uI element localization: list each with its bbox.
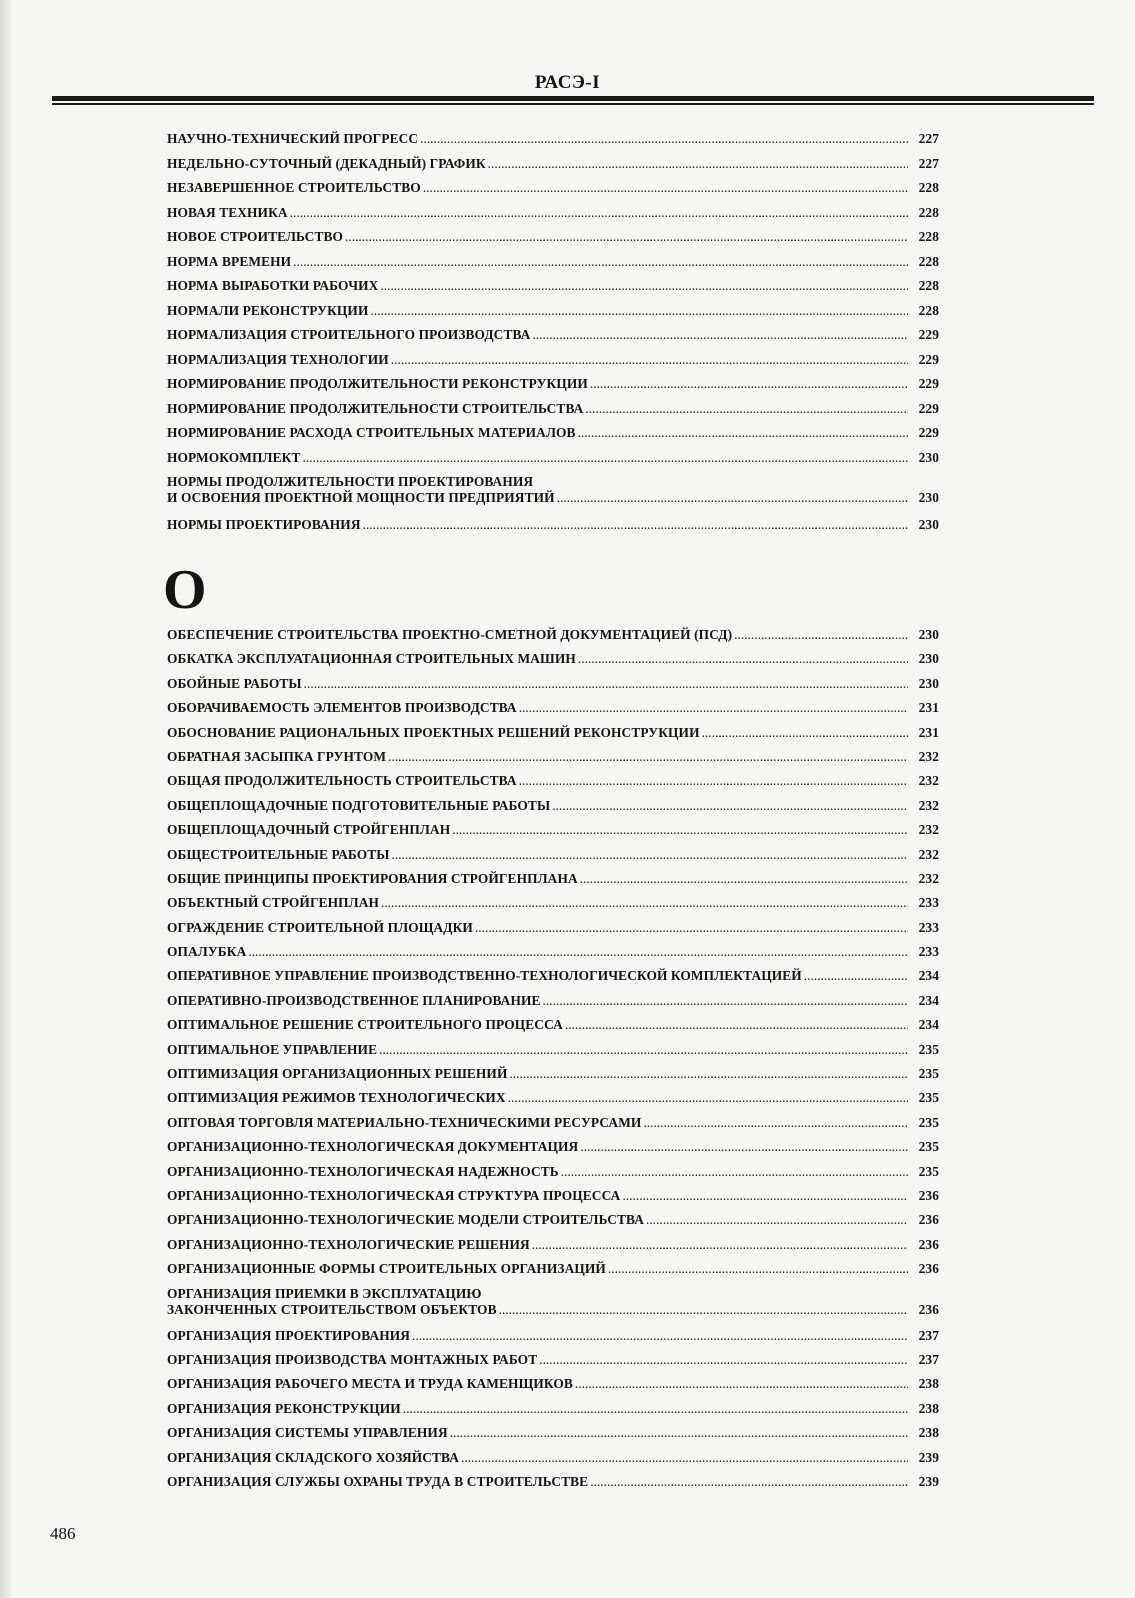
toc-entry — [167, 822, 939, 846]
toc-entry-title: ОПТИМАЛЬНОЕ РЕШЕНИЕ СТРОИТЕЛЬНОГО ПРОЦЕССА — [167, 1017, 563, 1033]
toc-entry — [167, 278, 939, 303]
toc-entry-line — [167, 1237, 939, 1253]
page-number: 486 — [50, 1524, 76, 1543]
toc-page-number: 236 — [918, 1261, 939, 1277]
toc-entry-title: НЕДЕЛЬНО-СУТОЧНЫЙ (ДЕКАДНЫЙ) ГРАФИК — [167, 155, 486, 171]
toc-entry-line — [167, 401, 939, 417]
toc-entry — [167, 1164, 939, 1188]
toc-entry-title: ОПТИМИЗАЦИЯ ОРГАНИЗАЦИОННЫХ РЕШЕНИЙ — [167, 1066, 508, 1082]
toc-entry-line — [167, 1139, 939, 1155]
toc-entry — [167, 1042, 939, 1066]
toc-leader-dots — [557, 490, 908, 506]
toc-leader-dots — [552, 798, 908, 814]
running-header: РАСЭ-I — [534, 72, 601, 93]
toc-leader-dots — [345, 229, 908, 245]
toc-entry-line — [167, 327, 939, 343]
toc-leader-dots — [578, 425, 908, 441]
toc-entry-line — [167, 1164, 939, 1180]
toc-entry-line — [167, 1401, 939, 1417]
toc-entry — [167, 450, 939, 475]
toc-entry-line — [167, 474, 939, 490]
toc-entry-title: ОРГАНИЗАЦИОННО-ТЕХНОЛОГИЧЕСКАЯ СТРУКТУРА ПРОЦЕССА — [167, 1187, 621, 1203]
toc-page-number: 239 — [918, 1449, 939, 1465]
toc-entry-line — [167, 920, 939, 936]
toc-leader-dots — [248, 944, 908, 960]
toc-page-number: 229 — [918, 327, 939, 342]
toc-page-number: 227 — [918, 131, 939, 146]
toc-entry — [167, 920, 939, 944]
toc-page-number: 230 — [918, 675, 939, 691]
toc-entry — [167, 1425, 939, 1449]
toc-page-number: 235 — [918, 1163, 939, 1179]
toc-entry-title: ОБОРАЧИВАЕМОСТЬ ЭЛЕМЕНТОВ ПРОИЗВОДСТВА — [167, 700, 517, 716]
toc-entry-title: НЕЗАВЕРШЕННОЕ СТРОИТЕЛЬСТВО — [167, 180, 421, 195]
toc-leader-dots — [391, 352, 908, 368]
toc-page-number: 232 — [918, 797, 939, 813]
toc-page-number: 230 — [918, 449, 939, 465]
toc-entry-line — [167, 1425, 939, 1441]
toc-entry-line — [167, 968, 939, 984]
toc-entry-title: НОРМЫ ПРОДОЛЖИТЕЛЬНОСТИ ПРОЕКТИРОВАНИЯ — [167, 474, 534, 489]
toc-page-number: 232 — [918, 870, 939, 886]
toc-leader-dots — [509, 1066, 908, 1082]
toc-entry-line — [167, 627, 939, 643]
toc-leader-dots — [370, 303, 908, 319]
toc-entry — [167, 627, 939, 651]
toc-entry-line — [167, 229, 939, 245]
toc-entry-line — [167, 180, 939, 196]
toc-entry — [167, 229, 939, 254]
toc-entry-line — [167, 425, 939, 441]
toc-entry-title: ОРГАНИЗАЦИЯ РЕКОНСТРУКЦИИ — [167, 1400, 401, 1416]
toc-entry-title: НОВАЯ ТЕХНИКА — [167, 204, 288, 220]
toc-leader-dots — [532, 1237, 908, 1253]
toc-entry-line — [167, 490, 939, 506]
toc-page-number: 234 — [918, 1017, 939, 1033]
toc-entry-title: НОРМИРОВАНИЕ ПРОДОЛЖИТЕЛЬНОСТИ РЕКОНСТРУКЦИИ — [167, 376, 588, 391]
toc-leader-dots — [643, 1115, 908, 1131]
toc-leader-dots — [304, 676, 908, 692]
toc-page-number: 229 — [918, 400, 939, 416]
toc-entry-line — [167, 700, 939, 716]
toc-leader-dots — [590, 1474, 908, 1490]
toc-page-number: 238 — [918, 1376, 939, 1392]
toc-page-number: 227 — [918, 155, 939, 171]
toc-entry — [167, 1188, 939, 1212]
toc-leader-dots — [450, 1425, 908, 1441]
toc-page-number: 234 — [918, 992, 939, 1008]
toc-entry-line — [167, 749, 939, 765]
toc-page-number: 236 — [918, 1236, 939, 1252]
toc-entry-line — [167, 847, 939, 863]
toc-entry-title: ОБЩИЕ ПРИНЦИПЫ ПРОЕКТИРОВАНИЯ СТРОЙГЕНПЛАНА — [167, 870, 578, 886]
toc-page-number: 230 — [918, 490, 939, 505]
toc-entry — [167, 895, 939, 919]
toc-page-number: 228 — [918, 278, 939, 293]
toc-entry-title: ОБЩЕПЛОЩАДОЧНЫЙ СТРОЙГЕНПЛАН — [167, 822, 451, 838]
toc-entry — [167, 1450, 939, 1474]
toc-leader-dots — [381, 895, 908, 911]
toc-entry — [167, 1286, 939, 1328]
toc-leader-dots — [646, 1212, 908, 1228]
toc-entry — [167, 968, 939, 992]
toc-leader-dots — [303, 450, 908, 466]
toc-page-number: 235 — [918, 1041, 939, 1057]
toc-page-number: 237 — [918, 1327, 939, 1343]
toc-entry — [167, 1212, 939, 1236]
toc-entry-line — [167, 993, 939, 1009]
toc-entry — [167, 749, 939, 773]
toc-page-number: 235 — [918, 1066, 939, 1082]
toc-entry — [167, 1474, 939, 1498]
toc-entry-title: ОБЩЕСТРОИТЕЛЬНЫЕ РАБОТЫ — [167, 846, 390, 862]
toc-entry — [167, 798, 939, 822]
toc-entry-title: ОПЕРАТИВНОЕ УПРАВЛЕНИЕ ПРОИЗВОДСТВЕННО-ТЕХНОЛОГИЧЕСКОЙ КОМПЛЕКТАЦИЕЙ — [167, 968, 802, 984]
toc-entry-line — [167, 725, 939, 741]
toc-entry-line — [167, 1286, 939, 1302]
toc-page-number: 231 — [918, 700, 939, 716]
toc-leader-dots — [565, 1017, 908, 1033]
toc-page-number: 228 — [918, 204, 939, 220]
toc-entry-line — [167, 773, 939, 789]
toc-page-number: 232 — [918, 822, 939, 838]
toc-page-number: 235 — [918, 1090, 939, 1106]
toc-leader-dots — [499, 1302, 908, 1318]
toc-entry-line — [167, 651, 939, 667]
toc-leader-dots — [392, 847, 909, 863]
toc-entry-title: НОРМА ВРЕМЕНИ — [167, 253, 292, 269]
toc-leader-dots — [580, 1139, 908, 1155]
toc-entry — [167, 1261, 939, 1285]
toc-entry — [167, 1376, 939, 1400]
toc-entry-line — [167, 1188, 939, 1204]
toc-page-number: 234 — [918, 968, 939, 984]
toc-entry-line — [167, 303, 939, 319]
toc-page-number: 230 — [918, 651, 939, 667]
toc-leader-dots — [508, 1090, 908, 1106]
toc-entry-title: ОРГАНИЗАЦИОННЫЕ ФОРМЫ СТРОИТЕЛЬНЫХ ОРГАНИЗАЦИЙ — [167, 1261, 606, 1277]
toc-page-number: 228 — [918, 253, 939, 269]
toc-entry-line — [167, 1261, 939, 1277]
toc-entry-line — [167, 1302, 939, 1318]
toc-entry-line — [167, 1090, 939, 1106]
toc-leader-dots — [475, 920, 908, 936]
toc-entry-title: ОРГАНИЗАЦИОННО-ТЕХНОЛОГИЧЕСКИЕ РЕШЕНИЯ — [167, 1236, 530, 1252]
toc-entry-line — [167, 1352, 939, 1368]
toc-leader-dots — [532, 327, 908, 343]
toc-entry — [167, 1237, 939, 1261]
toc-page-number: 237 — [918, 1351, 939, 1367]
toc-page-number: 232 — [918, 748, 939, 764]
toc-entry-title: ОБЩАЯ ПРОДОЛЖИТЕЛЬНОСТЬ СТРОИТЕЛЬСТВА — [167, 773, 517, 789]
toc-entry-line — [167, 1450, 939, 1466]
toc-leader-dots — [423, 180, 908, 196]
toc-entry — [167, 474, 939, 517]
toc-entry-line — [167, 1474, 939, 1490]
toc-entry-line — [167, 1212, 939, 1228]
toc-entry-line — [167, 871, 939, 887]
toc-entry — [167, 1401, 939, 1425]
toc-entry-title: ОРГАНИЗАЦИОННО-ТЕХНОЛОГИЧЕСКАЯ ДОКУМЕНТАЦИЯ — [167, 1139, 579, 1155]
toc-entry-line — [167, 1017, 939, 1033]
toc-entry-title: НОРМА ВЫРАБОТКИ РАБОЧИХ — [167, 278, 379, 293]
toc-entry-title: ОБЕСПЕЧЕНИЕ СТРОИТЕЛЬСТВА ПРОЕКТНО-СМЕТНОЙ ДОКУМЕНТАЦИЕЙ (ПСД) — [167, 627, 733, 642]
toc-page-number: 230 — [918, 517, 939, 532]
toc-entry-title: ЗАКОНЧЕННЫХ СТРОИТЕЛЬСТВОМ ОБЪЕКТОВ — [167, 1301, 497, 1317]
toc-entry-title: НОРМЫ ПРОЕКТИРОВАНИЯ — [167, 517, 361, 532]
page-edge-shadow — [0, 0, 14, 1598]
toc-entry — [167, 425, 939, 450]
toc-leader-dots — [585, 401, 908, 417]
toc-entry — [167, 303, 939, 328]
toc-entry — [167, 1017, 939, 1041]
toc-entry-line — [167, 1376, 939, 1392]
toc-entry-title: НОРМИРОВАНИЕ ПРОДОЛЖИТЕЛЬНОСТИ СТРОИТЕЛЬСТВА — [167, 400, 584, 416]
toc-leader-dots — [578, 651, 908, 667]
toc-entry-title: ОРГАНИЗАЦИЯ СЛУЖБЫ ОХРАНЫ ТРУДА В СТРОИТЕЛЬСТВЕ — [167, 1473, 589, 1489]
toc-entry-line — [167, 1115, 939, 1131]
toc-page-number: 232 — [918, 773, 939, 789]
toc-entry — [167, 1066, 939, 1090]
toc-entry-line — [167, 131, 939, 147]
toc-entry-title: ОПТИМИЗАЦИЯ РЕЖИМОВ ТЕХНОЛОГИЧЕСКИХ — [167, 1090, 506, 1106]
toc-entry-title: ОРГАНИЗАЦИЯ РАБОЧЕГО МЕСТА И ТРУДА КАМЕНЩИКОВ — [167, 1376, 573, 1392]
toc-leader-dots — [539, 1352, 908, 1368]
toc-leader-dots — [412, 1328, 908, 1344]
toc-leader-dots — [622, 1188, 908, 1204]
toc-entry-title: ОРГАНИЗАЦИЯ СКЛАДСКОГО ХОЗЯЙСТВА — [167, 1449, 460, 1465]
toc-entry-line — [167, 376, 939, 392]
toc-page-number: 233 — [918, 919, 939, 935]
toc-leader-dots — [290, 205, 908, 221]
toc-entry-line — [167, 352, 939, 368]
toc-leader-dots — [420, 131, 908, 147]
toc-leader-dots — [461, 1450, 908, 1466]
toc-entry-title: ОРГАНИЗАЦИЯ ПРИЕМКИ В ЭКСПЛУАТАЦИЮ — [167, 1285, 482, 1301]
toc-leader-dots — [580, 871, 908, 887]
toc-leader-dots — [363, 517, 908, 533]
toc-entry — [167, 180, 939, 205]
toc-entry — [167, 773, 939, 797]
toc-leader-dots — [608, 1261, 908, 1277]
toc-page-number: 236 — [918, 1212, 939, 1228]
toc-entry-title: ОПТИМАЛЬНОЕ УПРАВЛЕНИЕ — [167, 1041, 378, 1057]
toc-entry-line — [167, 278, 939, 294]
toc-entry — [167, 401, 939, 426]
toc-page-number: 229 — [918, 351, 939, 367]
toc-entry — [167, 700, 939, 724]
toc-entry — [167, 1139, 939, 1163]
toc-page-number: 239 — [918, 1473, 939, 1489]
toc-page-number: 231 — [918, 724, 939, 740]
toc-entry-title: НОРМАЛИ РЕКОНСТРУКЦИИ — [167, 302, 369, 318]
toc-page-number: 229 — [918, 376, 939, 391]
toc-leader-dots — [734, 627, 908, 643]
toc-entry-title: И ОСВОЕНИЯ ПРОЕКТНОЙ МОЩНОСТИ ПРЕДПРИЯТИЙ — [167, 490, 555, 505]
toc-leader-dots — [575, 1376, 908, 1392]
toc-entry-title: НОРМИРОВАНИЕ РАСХОДА СТРОИТЕЛЬНЫХ МАТЕРИАЛОВ — [167, 425, 576, 440]
toc-entry — [167, 156, 939, 181]
toc-leader-dots — [403, 1401, 908, 1417]
toc-leader-dots — [543, 993, 908, 1009]
section-letter: О — [163, 559, 207, 621]
toc-entry-line — [167, 254, 939, 270]
toc-entry-title: ОРГАНИЗАЦИОННО-ТЕХНОЛОГИЧЕСКИЕ МОДЕЛИ СТРОИТЕЛЬСТВА — [167, 1212, 644, 1228]
toc-entry — [167, 1115, 939, 1139]
toc-entry-title: ОРГАНИЗАЦИЯ ПРОИЗВОДСТВА МОНТАЖНЫХ РАБОТ — [167, 1351, 538, 1367]
toc-entry — [167, 205, 939, 230]
toc-leader-dots — [380, 278, 908, 294]
toc-entry — [167, 993, 939, 1017]
toc-entry-line — [167, 1042, 939, 1058]
toc-page-number: 228 — [918, 302, 939, 318]
toc-entry-line — [167, 944, 939, 960]
toc-entry-title: ОБЩЕПЛОЩАДОЧНЫЕ ПОДГОТОВИТЕЛЬНЫЕ РАБОТЫ — [167, 797, 551, 813]
toc-entry — [167, 131, 939, 156]
toc-entry-title: НОРМАЛИЗАЦИЯ СТРОИТЕЛЬНОГО ПРОИЗВОДСТВА — [167, 327, 531, 342]
toc-entry-title: ОБОЙНЫЕ РАБОТЫ — [167, 675, 302, 691]
toc-entry — [167, 327, 939, 352]
toc-page-number: 228 — [918, 229, 939, 244]
toc-entry-title: ОБКАТКА ЭКСПЛУАТАЦИОННАЯ СТРОИТЕЛЬНЫХ МАШИН — [167, 651, 576, 667]
toc-entry-title: ОРГАНИЗАЦИОННО-ТЕХНОЛОГИЧЕСКАЯ НАДЕЖНОСТЬ — [167, 1163, 559, 1179]
toc-entry-line — [167, 895, 939, 911]
toc-page-number: 229 — [918, 425, 939, 440]
header-rule — [52, 96, 1094, 101]
toc-page-number: 228 — [918, 180, 939, 195]
toc-entry — [167, 352, 939, 377]
toc-list-top — [167, 131, 939, 542]
toc-leader-dots — [561, 1164, 908, 1180]
toc-entry — [167, 725, 939, 749]
toc-entry — [167, 1090, 939, 1114]
toc-entry-title: НОРМАЛИЗАЦИЯ ТЕХНОЛОГИИ — [167, 351, 389, 367]
toc-entry-line — [167, 517, 939, 533]
toc-entry-title: ОБЪЕКТНЫЙ СТРОЙГЕНПЛАН — [167, 895, 379, 911]
toc-entry-line — [167, 822, 939, 838]
toc-entry-line — [167, 1328, 939, 1344]
toc-leader-dots — [293, 254, 908, 270]
toc-entry-title: НАУЧНО-ТЕХНИЧЕСКИЙ ПРОГРЕСС — [167, 131, 419, 146]
toc-page-number: 238 — [918, 1425, 939, 1441]
toc-leader-dots — [590, 376, 908, 392]
toc-entry — [167, 1352, 939, 1376]
toc-list-bottom — [167, 627, 939, 1498]
toc-page-number: 233 — [918, 895, 939, 911]
toc-entry-title: ОПЕРАТИВНО-ПРОИЗВОДСТВЕННОЕ ПЛАНИРОВАНИЕ — [167, 992, 541, 1008]
toc-leader-dots — [804, 968, 908, 984]
toc-entry — [167, 847, 939, 871]
toc-entry — [167, 254, 939, 279]
toc-entry-title: НОРМОКОМПЛЕКТ — [167, 449, 301, 465]
header-rule-thin — [52, 103, 1094, 105]
toc-entry — [167, 651, 939, 675]
toc-page-number: 236 — [918, 1187, 939, 1203]
toc-entry-title: ОБОСНОВАНИЕ РАЦИОНАЛЬНЫХ ПРОЕКТНЫХ РЕШЕНИЙ РЕКОНСТРУКЦИИ — [167, 724, 700, 740]
toc-entry-title: ОПАЛУБКА — [167, 944, 247, 960]
toc-page-number: 230 — [918, 627, 939, 642]
toc-entry-title: ОГРАЖДЕНИЕ СТРОИТЕЛЬНОЙ ПЛОЩАДКИ — [167, 919, 473, 935]
toc-entry-title: ОБРАТНАЯ ЗАСЫПКА ГРУНТОМ — [167, 748, 387, 764]
toc-page-number: 235 — [918, 1139, 939, 1155]
toc-entry — [167, 1328, 939, 1352]
toc-leader-dots — [388, 749, 908, 765]
toc-leader-dots — [488, 156, 908, 172]
toc-page-number: 235 — [918, 1114, 939, 1130]
toc-entry — [167, 676, 939, 700]
toc-entry-line — [167, 205, 939, 221]
toc-page-number: 236 — [918, 1301, 939, 1317]
toc-entry — [167, 944, 939, 968]
toc-page-number: 238 — [918, 1400, 939, 1416]
toc-entry-line — [167, 676, 939, 692]
toc-entry-line — [167, 798, 939, 814]
toc-entry-title: ОРГАНИЗАЦИЯ СИСТЕМЫ УПРАВЛЕНИЯ — [167, 1425, 448, 1441]
toc-leader-dots — [702, 725, 908, 741]
toc-entry-title: НОВОЕ СТРОИТЕЛЬСТВО — [167, 229, 344, 244]
toc-entry-line — [167, 450, 939, 466]
toc-leader-dots — [379, 1042, 908, 1058]
toc-entry — [167, 376, 939, 401]
toc-entry — [167, 517, 939, 542]
toc-entry-title: ОПТОВАЯ ТОРГОВЛЯ МАТЕРИАЛЬНО-ТЕХНИЧЕСКИМИ РЕСУРСАМИ — [167, 1114, 642, 1130]
toc-entry-line — [167, 1066, 939, 1082]
toc-entry — [167, 871, 939, 895]
toc-page-number: 233 — [918, 944, 939, 960]
toc-leader-dots — [452, 822, 908, 838]
toc-entry-title: ОРГАНИЗАЦИЯ ПРОЕКТИРОВАНИЯ — [167, 1327, 411, 1343]
toc-leader-dots — [519, 773, 908, 789]
toc-leader-dots — [519, 700, 908, 716]
toc-page-number: 232 — [918, 846, 939, 862]
toc-entry-line — [167, 156, 939, 172]
